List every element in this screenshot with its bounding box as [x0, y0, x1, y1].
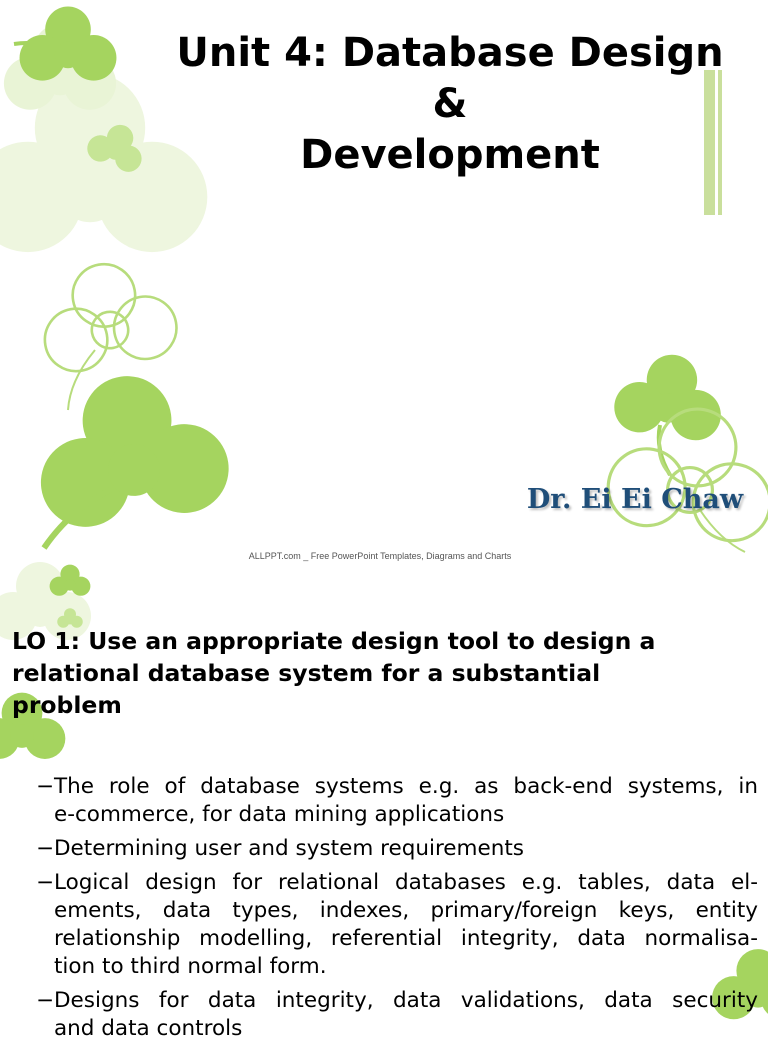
- slide-title: [150, 28, 750, 181]
- list-item: [36, 773, 758, 829]
- author-name: Dr. Ei Ei Chaw: [526, 484, 744, 515]
- learning-outcome-heading: [12, 625, 752, 721]
- bullet-dash: −: [36, 988, 55, 1013]
- bullet-dash: −: [36, 870, 55, 895]
- bullet-line: Logical design for relational databases e.g. tables, data el-: [54, 870, 758, 895]
- bullet-line: ements, data types, indexes, primary/foreign keys, entity: [54, 898, 758, 923]
- bullet-line: relationship modelling, referential integrity, data normalisa-: [54, 926, 758, 951]
- title-line: Development: [300, 132, 600, 178]
- bullet-dash: −: [36, 774, 55, 799]
- template-footer: ALLPPT.com _ Free PowerPoint Templates, Diagrams and Charts: [248, 551, 512, 561]
- bullet-line: e-commerce, for data mining applications: [54, 802, 505, 827]
- clover-big-bottom-left: [27, 363, 234, 532]
- bullet-line: The role of database systems e.g. as back-end systems, in: [54, 774, 758, 799]
- list-item: [36, 835, 758, 863]
- heading-line: problem: [12, 691, 122, 719]
- heading-line: LO 1: Use an appropriate design tool to design a: [12, 627, 656, 655]
- title-line: &: [432, 81, 468, 127]
- clover-right: [611, 348, 728, 444]
- bullet-line: and data controls: [54, 1016, 243, 1041]
- bullet-list: [36, 773, 758, 1049]
- clover-outline-left: [33, 253, 181, 376]
- bullet-dash: −: [36, 836, 55, 861]
- title-line: Unit 4: Database Design: [176, 30, 724, 76]
- content-slide: [0, 573, 768, 1041]
- bullet-line: tion to third normal form.: [54, 954, 327, 979]
- bullet-line: Determining user and system requirements: [54, 836, 524, 861]
- heading-line: relational database system for a substantial: [12, 659, 601, 687]
- list-item: [36, 869, 758, 981]
- list-item: [36, 987, 758, 1043]
- bullet-line: Designs for data integrity, data validations, data security: [54, 988, 758, 1013]
